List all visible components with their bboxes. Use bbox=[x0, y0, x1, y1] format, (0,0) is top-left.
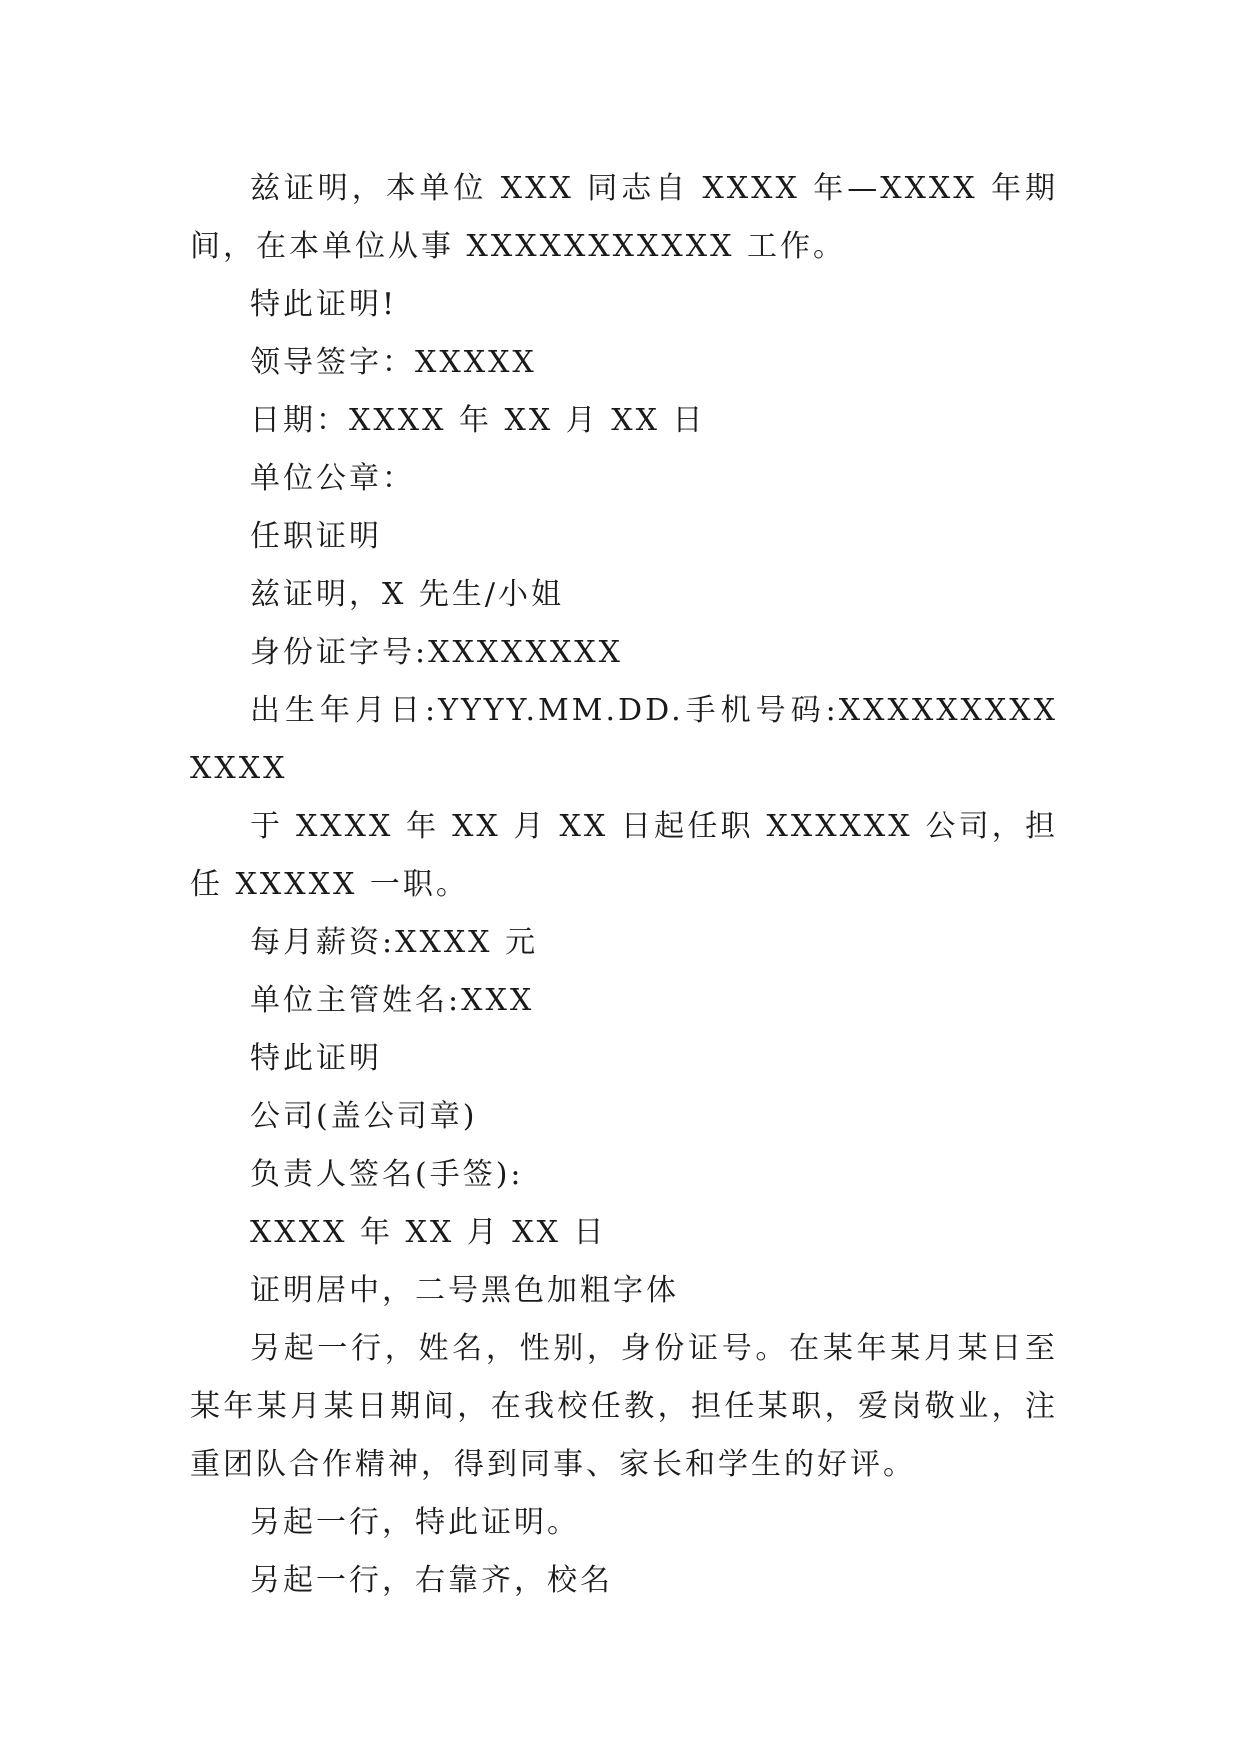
paragraph-hereby-certify: 特此证明! bbox=[250, 287, 398, 322]
paragraph-monthly-salary: 每月薪资:XXXX 元 bbox=[250, 925, 539, 960]
document-body bbox=[190, 160, 1058, 1610]
paragraph-format-note-closing: 另起一行，特此证明。 bbox=[250, 1505, 580, 1540]
paragraph-supervisor-name: 单位主管姓名:XXX bbox=[250, 983, 535, 1018]
paragraph-certify-person: 兹证明，X 先生/小姐 bbox=[250, 577, 565, 612]
paragraph-date: 日期：XXXX 年 XX 月 XX 日 bbox=[250, 403, 706, 438]
paragraph-hereby-certify-2: 特此证明 bbox=[250, 1041, 382, 1076]
paragraph-id-number: 身份证字号:XXXXXXXX bbox=[250, 635, 623, 670]
paragraph-responsible-signature: 负责人签名(手签): bbox=[250, 1157, 524, 1192]
paragraph-format-note-school: 另起一行，右靠齐，校名 bbox=[250, 1563, 613, 1598]
paragraph-format-note-body: 另起一行，姓名，性别，身份证号。在某年某月某日至某年某月某日期间，在我校任教，担任某职，爱岗敬业，注重团队合作精神，得到同事、家长和学生的好评。 bbox=[190, 1331, 1058, 1482]
paragraph-certify-employment: 兹证明，本单位 XXX 同志自 XXXX 年—XXXX 年期间，在本单位从事 XXXXXXXXXXX 工作。 bbox=[190, 171, 1058, 264]
paragraph-birthdate-phone: 出生年月日:YYYY.MM.DD.手机号码:XXXXXXXXXXXXX bbox=[190, 693, 1058, 786]
paragraph-leader-signature: 领导签字：XXXXX bbox=[250, 345, 537, 380]
paragraph-format-note-title: 证明居中，二号黑色加粗字体 bbox=[250, 1273, 679, 1308]
paragraph-unit-seal: 单位公章： bbox=[250, 461, 415, 496]
paragraph-position: 于 XXXX 年 XX 月 XX 日起任职 XXXXXX 公司，担任 XXXXX 一职。 bbox=[190, 809, 1058, 902]
paragraph-title-employment-certificate: 任职证明 bbox=[250, 519, 382, 554]
paragraph-date-2: XXXX 年 XX 月 XX 日 bbox=[250, 1215, 607, 1250]
paragraph-company-seal: 公司(盖公司章) bbox=[250, 1099, 478, 1134]
